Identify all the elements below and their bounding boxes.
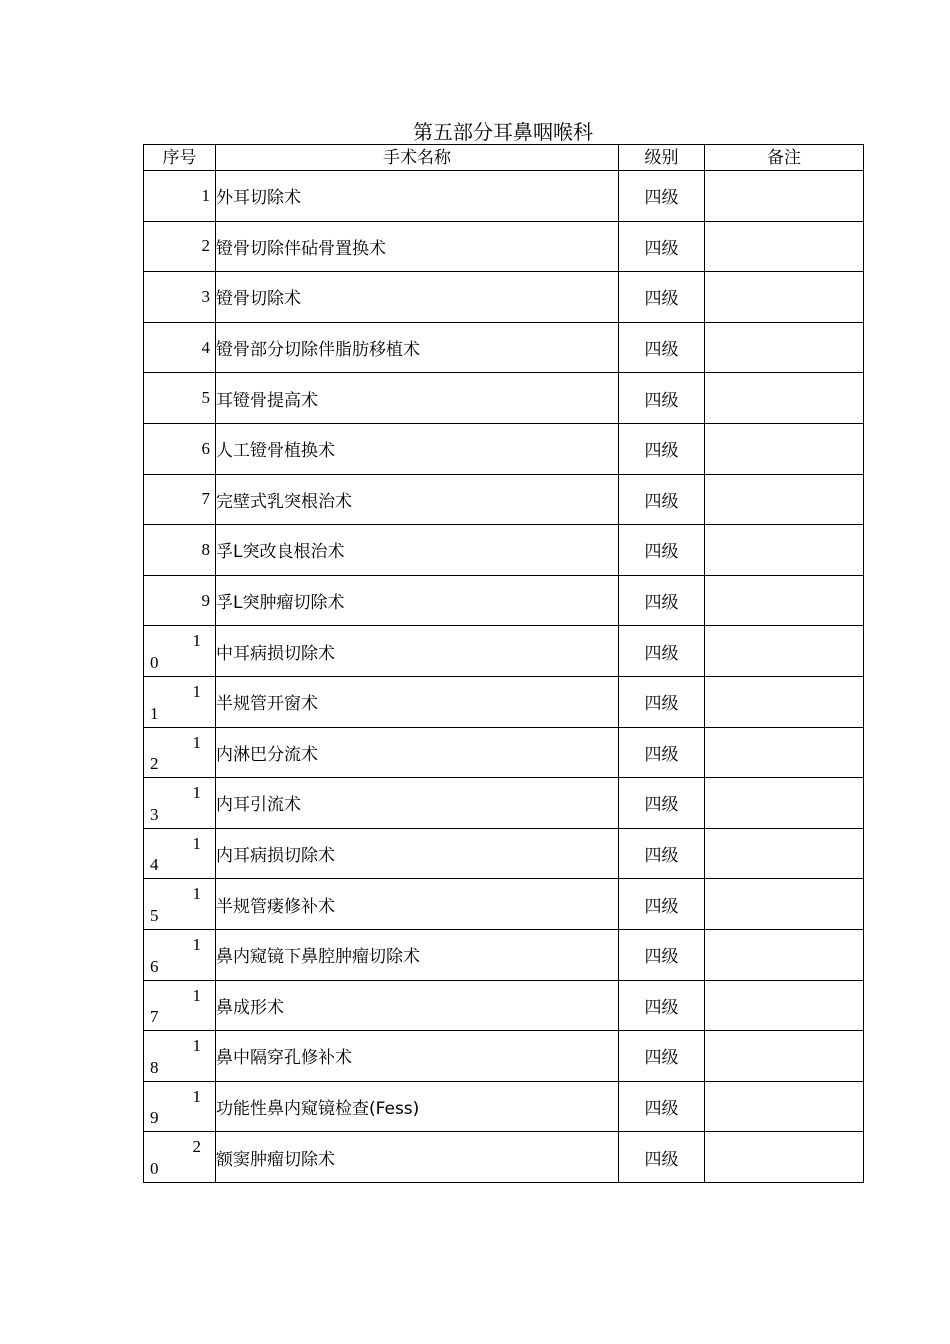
row-level: 四级 — [619, 879, 705, 930]
row-seq-cell — [144, 929, 216, 980]
table-row — [144, 1031, 864, 1082]
seq-number-tens: 1 — [192, 934, 201, 954]
row-note — [705, 676, 864, 727]
row-note — [705, 171, 864, 222]
row-level: 四级 — [619, 929, 705, 980]
row-note — [705, 1081, 864, 1132]
row-seq-cell — [144, 1132, 216, 1183]
row-note — [705, 373, 864, 424]
row-level: 四级 — [619, 171, 705, 222]
row-surgery-name: 鼻内窥镜下鼻腔肿瘤切除术 — [216, 929, 619, 980]
row-seq-cell — [144, 778, 216, 829]
row-surgery-name: 镫骨切除伴砧骨置换术 — [216, 221, 619, 272]
table-header-row — [144, 145, 864, 171]
row-note — [705, 1132, 864, 1183]
row-seq-cell — [144, 879, 216, 930]
seq-number: 1 — [201, 185, 210, 205]
row-level: 四级 — [619, 221, 705, 272]
seq-number-ones: 0 — [150, 1158, 159, 1178]
row-seq-cell — [144, 828, 216, 879]
seq-number: 9 — [201, 590, 210, 610]
table-row — [144, 322, 864, 373]
row-surgery-name: 鼻中隔穿孔修补术 — [216, 1031, 619, 1082]
row-level: 四级 — [619, 525, 705, 576]
table-row — [144, 879, 864, 930]
row-seq-cell — [144, 373, 216, 424]
row-surgery-name: 内耳引流术 — [216, 778, 619, 829]
table-row — [144, 221, 864, 272]
seq-number-ones: 4 — [150, 855, 159, 875]
row-seq-cell — [144, 474, 216, 525]
row-level: 四级 — [619, 423, 705, 474]
row-level: 四级 — [619, 272, 705, 323]
table-row — [144, 1081, 864, 1132]
row-note — [705, 879, 864, 930]
row-seq-cell — [144, 1031, 216, 1082]
row-surgery-name: 鼻成形术 — [216, 980, 619, 1031]
seq-number-ones: 6 — [150, 956, 159, 976]
seq-number-ones: 0 — [150, 652, 159, 672]
row-level: 四级 — [619, 676, 705, 727]
table-row — [144, 1132, 864, 1183]
row-note — [705, 272, 864, 323]
row-note — [705, 980, 864, 1031]
row-level: 四级 — [619, 1031, 705, 1082]
row-level: 四级 — [619, 575, 705, 626]
row-seq-cell — [144, 272, 216, 323]
seq-number-tens: 1 — [192, 631, 201, 651]
table-row — [144, 778, 864, 829]
row-note — [705, 929, 864, 980]
seq-number-ones: 7 — [150, 1007, 159, 1027]
row-level: 四级 — [619, 980, 705, 1031]
seq-number-tens: 1 — [192, 1036, 201, 1056]
row-surgery-name: 人工镫骨植换术 — [216, 423, 619, 474]
table-row — [144, 171, 864, 222]
row-note — [705, 474, 864, 525]
seq-number-ones: 2 — [150, 754, 159, 774]
row-note — [705, 575, 864, 626]
table-row — [144, 373, 864, 424]
table-row — [144, 575, 864, 626]
row-level: 四级 — [619, 828, 705, 879]
row-surgery-name: 镫骨部分切除伴脂肪移植术 — [216, 322, 619, 373]
row-note — [705, 221, 864, 272]
seq-number-tens: 1 — [192, 1086, 201, 1106]
row-seq-cell — [144, 1081, 216, 1132]
row-surgery-name: 半规管瘘修补术 — [216, 879, 619, 930]
row-note — [705, 525, 864, 576]
row-surgery-name: 半规管开窗术 — [216, 676, 619, 727]
row-note — [705, 828, 864, 879]
row-level: 四级 — [619, 778, 705, 829]
table-row — [144, 676, 864, 727]
row-note — [705, 322, 864, 373]
seq-number-tens: 1 — [192, 884, 201, 904]
table-row — [144, 727, 864, 778]
seq-number-tens: 1 — [192, 783, 201, 803]
row-surgery-name: 完壁式乳突根治术 — [216, 474, 619, 525]
table-row — [144, 272, 864, 323]
table-row — [144, 929, 864, 980]
row-surgery-name: 镫骨切除术 — [216, 272, 619, 323]
seq-number-tens: 2 — [192, 1137, 201, 1157]
seq-number-ones: 1 — [150, 703, 159, 723]
row-level: 四级 — [619, 373, 705, 424]
row-level: 四级 — [619, 322, 705, 373]
table-row — [144, 525, 864, 576]
surgery-table — [143, 144, 864, 1183]
row-seq-cell — [144, 676, 216, 727]
row-surgery-name: 孚L突改良根治术 — [216, 525, 619, 576]
header-note: 备注 — [705, 145, 864, 171]
row-note — [705, 727, 864, 778]
seq-number: 3 — [201, 286, 210, 306]
seq-number: 6 — [201, 438, 210, 458]
row-surgery-name: 孚L突肿瘤切除术 — [216, 575, 619, 626]
seq-number: 4 — [201, 337, 210, 357]
seq-number-ones: 8 — [150, 1057, 159, 1077]
row-seq-cell — [144, 423, 216, 474]
row-seq-cell — [144, 575, 216, 626]
row-level: 四级 — [619, 1132, 705, 1183]
row-note — [705, 423, 864, 474]
seq-number-tens: 1 — [192, 681, 201, 701]
row-surgery-name: 耳镫骨提高术 — [216, 373, 619, 424]
seq-number-tens: 1 — [192, 833, 201, 853]
row-seq-cell — [144, 727, 216, 778]
row-note — [705, 778, 864, 829]
table-body — [144, 171, 864, 1183]
header-seq: 序号 — [144, 145, 216, 171]
header-level: 级别 — [619, 145, 705, 171]
row-seq-cell — [144, 322, 216, 373]
row-level: 四级 — [619, 727, 705, 778]
table-row — [144, 423, 864, 474]
seq-number-ones: 3 — [150, 804, 159, 824]
row-surgery-name: 中耳病损切除术 — [216, 626, 619, 677]
row-seq-cell — [144, 626, 216, 677]
row-seq-cell — [144, 171, 216, 222]
table-row — [144, 626, 864, 677]
seq-number-tens: 1 — [192, 732, 201, 752]
row-seq-cell — [144, 221, 216, 272]
table-row — [144, 474, 864, 525]
table-row — [144, 828, 864, 879]
seq-number: 8 — [201, 539, 210, 559]
row-note — [705, 626, 864, 677]
seq-number-tens: 1 — [192, 985, 201, 1005]
table-row — [144, 980, 864, 1031]
row-seq-cell — [144, 525, 216, 576]
row-level: 四级 — [619, 474, 705, 525]
seq-number: 5 — [201, 388, 210, 408]
seq-number: 2 — [201, 236, 210, 256]
row-surgery-name: 功能性鼻内窥镜检查(Fess) — [216, 1081, 619, 1132]
row-note — [705, 1031, 864, 1082]
row-level: 四级 — [619, 1081, 705, 1132]
row-surgery-name: 额窦肿瘤切除术 — [216, 1132, 619, 1183]
row-surgery-name: 外耳切除术 — [216, 171, 619, 222]
seq-number-ones: 9 — [150, 1108, 159, 1128]
page-title: 第五部分耳鼻咽喉科 — [413, 120, 593, 144]
seq-number: 7 — [201, 489, 210, 509]
header-name: 手术名称 — [216, 145, 619, 171]
row-level: 四级 — [619, 626, 705, 677]
seq-number-ones: 5 — [150, 905, 159, 925]
row-surgery-name: 内淋巴分流术 — [216, 727, 619, 778]
row-surgery-name: 内耳病损切除术 — [216, 828, 619, 879]
row-seq-cell — [144, 980, 216, 1031]
